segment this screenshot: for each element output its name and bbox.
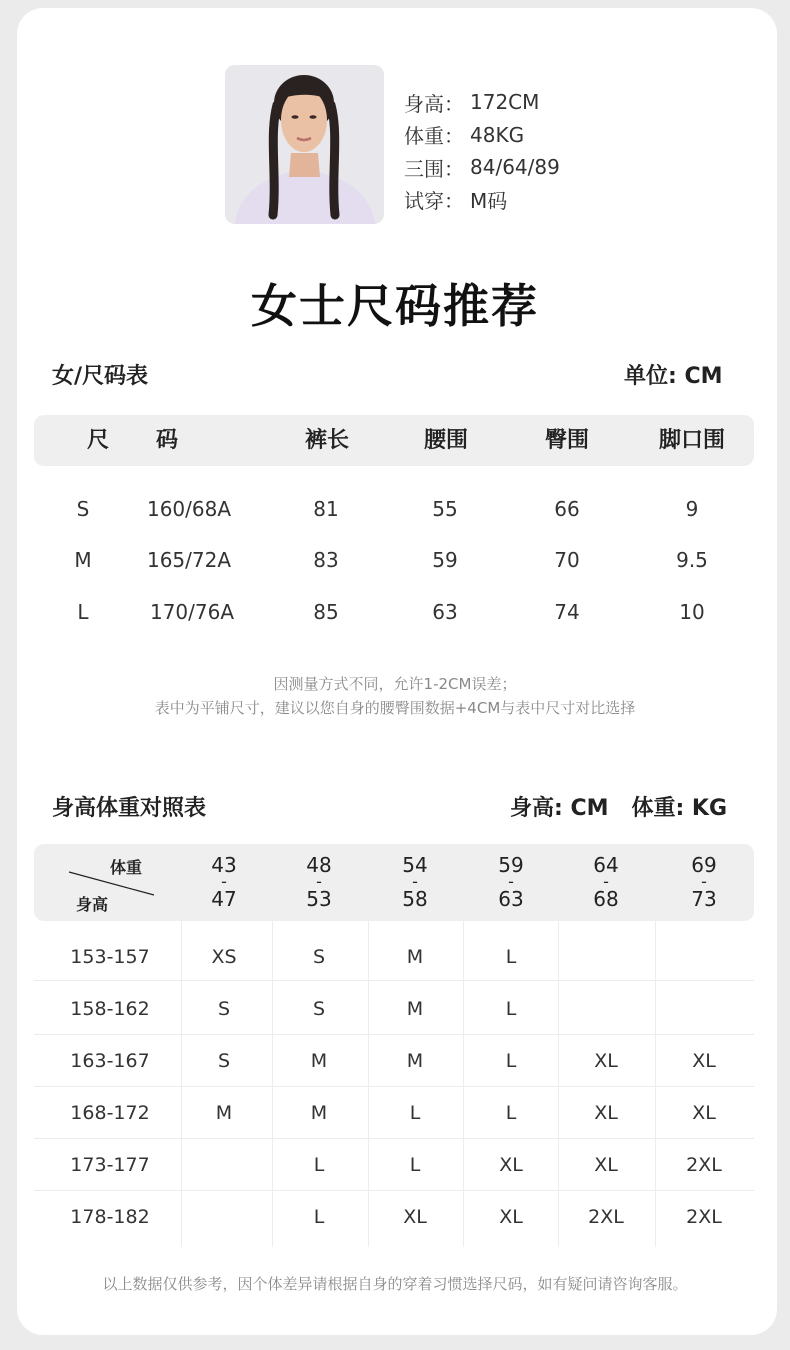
hw-table-label: 身高体重对照表 bbox=[52, 796, 207, 821]
hw-col-divider bbox=[181, 921, 182, 1247]
hw-size-cell: XL bbox=[403, 1206, 427, 1228]
weight-col-sep: - bbox=[316, 872, 322, 891]
model-tried-size-row bbox=[404, 184, 560, 217]
hw-col-divider bbox=[558, 921, 559, 1247]
weight-col-sep: - bbox=[603, 872, 609, 891]
size-cell: 160/68A bbox=[146, 497, 232, 521]
size-cell: 63 bbox=[432, 600, 458, 624]
model-measurements-row bbox=[404, 151, 560, 184]
size-cell: 59 bbox=[432, 548, 458, 572]
size-cell: S bbox=[76, 497, 90, 521]
size-cell: L bbox=[77, 600, 89, 624]
weight-col-bottom: 63 bbox=[498, 887, 524, 911]
size-cell: 170/76A bbox=[149, 600, 235, 624]
weight-col-top: 64 bbox=[593, 853, 619, 877]
hw-table-unit: 身高: CM 体重: KG bbox=[510, 796, 728, 821]
page-title: 女士尺码推荐 bbox=[251, 279, 539, 333]
model-weight-value: 48KG bbox=[470, 122, 525, 147]
weight-col-header bbox=[674, 844, 734, 921]
model-height-value: 172CM bbox=[470, 90, 540, 115]
hw-size-cell: L bbox=[409, 1154, 421, 1176]
hw-size-cell: 2XL bbox=[588, 1206, 624, 1228]
hw-size-cell: S bbox=[312, 946, 326, 968]
size-guide-card bbox=[17, 8, 777, 1335]
weight-col-bottom: 58 bbox=[402, 887, 428, 911]
hw-size-cell: M bbox=[406, 1050, 424, 1072]
hw-row-divider bbox=[34, 1138, 754, 1139]
size-cell: M bbox=[74, 548, 92, 572]
corner-diagonal-divider bbox=[68, 870, 158, 898]
hw-size-cell: L bbox=[409, 1102, 421, 1124]
weight-col-sep: - bbox=[701, 872, 707, 891]
hw-size-cell: L bbox=[505, 946, 517, 968]
hw-size-cell: M bbox=[406, 998, 424, 1020]
hw-row-divider bbox=[34, 1034, 754, 1035]
hw-size-cell: XS bbox=[211, 946, 237, 968]
height-range-label: 163-167 bbox=[70, 1050, 150, 1072]
hw-col-divider bbox=[463, 921, 464, 1247]
weight-col-sep: - bbox=[221, 872, 227, 891]
size-table-unit: 单位: CM bbox=[624, 364, 723, 389]
hw-size-cell: M bbox=[310, 1102, 328, 1124]
hw-size-cell: XL bbox=[594, 1102, 618, 1124]
size-cell: 70 bbox=[554, 548, 580, 572]
weight-col-header bbox=[576, 844, 636, 921]
weight-col-top: 69 bbox=[691, 853, 717, 877]
hw-size-cell: XL bbox=[499, 1154, 523, 1176]
weight-col-bottom: 47 bbox=[211, 887, 237, 911]
model-photo-illustration bbox=[225, 65, 384, 224]
hw-row-divider bbox=[34, 980, 754, 981]
weight-col-bottom: 53 bbox=[306, 887, 332, 911]
height-range-label: 158-162 bbox=[70, 998, 150, 1020]
size-cell: 74 bbox=[554, 600, 580, 624]
hw-size-cell: 2XL bbox=[686, 1206, 722, 1228]
measurement-note-2: 表中为平铺尺寸，建议以您自身的腰臀围数据+4CM与表中尺寸对比选择 bbox=[154, 699, 636, 717]
model-weight-label: 体重： bbox=[404, 124, 464, 149]
model-measurements-value: 84/64/89 bbox=[470, 155, 560, 180]
weight-col-top: 54 bbox=[402, 853, 428, 877]
hw-row-divider bbox=[34, 1190, 754, 1191]
corner-weight-label: 体重 bbox=[110, 858, 143, 877]
hw-size-cell: XL bbox=[594, 1050, 618, 1072]
hw-col-divider bbox=[272, 921, 273, 1247]
height-range-label: 178-182 bbox=[70, 1206, 150, 1228]
model-measurements-label: 三围： bbox=[404, 156, 464, 181]
model-tried-size-value: M码 bbox=[470, 189, 508, 214]
size-cell: 9 bbox=[685, 497, 699, 521]
weight-col-header bbox=[385, 844, 445, 921]
model-height-row bbox=[404, 86, 560, 119]
size-table-header bbox=[34, 415, 754, 466]
weight-col-header bbox=[194, 844, 254, 921]
corner-height-label: 身高 bbox=[76, 895, 109, 914]
hw-size-cell: L bbox=[313, 1206, 325, 1228]
hw-size-cell: XL bbox=[692, 1102, 716, 1124]
hw-col-divider bbox=[655, 921, 656, 1247]
hw-size-cell: M bbox=[406, 946, 424, 968]
weight-col-sep: - bbox=[412, 872, 418, 891]
weight-col-sep: - bbox=[508, 872, 514, 891]
hw-size-cell: S bbox=[312, 998, 326, 1020]
size-header-length: 裤长 bbox=[304, 428, 350, 453]
size-cell: 9.5 bbox=[676, 548, 708, 572]
size-cell: 81 bbox=[313, 497, 339, 521]
weight-col-bottom: 68 bbox=[593, 887, 619, 911]
hw-col-divider bbox=[368, 921, 369, 1247]
size-cell: 55 bbox=[432, 497, 458, 521]
size-cell: 10 bbox=[679, 600, 705, 624]
hw-size-cell: 2XL bbox=[686, 1154, 722, 1176]
size-header-ma: 码 bbox=[155, 428, 179, 453]
hw-size-cell: S bbox=[217, 1050, 231, 1072]
size-header-chi: 尺 bbox=[86, 428, 110, 453]
height-range-label: 168-172 bbox=[70, 1102, 150, 1124]
weight-col-top: 48 bbox=[306, 853, 332, 877]
size-header-waist: 腰围 bbox=[423, 428, 469, 453]
model-photo bbox=[225, 65, 384, 224]
size-header-hip: 臀围 bbox=[544, 428, 590, 453]
height-range-label: 153-157 bbox=[70, 946, 150, 968]
weight-col-top: 43 bbox=[211, 853, 237, 877]
hw-size-cell: XL bbox=[692, 1050, 716, 1072]
hw-size-cell: XL bbox=[594, 1154, 618, 1176]
model-height-label: 身高： bbox=[404, 91, 464, 116]
hw-size-cell: S bbox=[217, 998, 231, 1020]
hw-size-cell: L bbox=[313, 1154, 325, 1176]
weight-col-header bbox=[289, 844, 349, 921]
size-table-label: 女/尺码表 bbox=[52, 364, 149, 389]
size-header-hem: 脚口围 bbox=[658, 428, 726, 453]
model-weight-row bbox=[404, 119, 560, 152]
weight-col-bottom: 73 bbox=[691, 887, 717, 911]
hw-size-cell: L bbox=[505, 998, 517, 1020]
size-cell: 165/72A bbox=[146, 548, 232, 572]
measurement-note-1: 因测量方式不同，允许1-2CM误差； bbox=[273, 675, 517, 693]
hw-size-cell: XL bbox=[499, 1206, 523, 1228]
hw-row-divider bbox=[34, 1086, 754, 1087]
hw-size-cell: M bbox=[310, 1050, 328, 1072]
model-info bbox=[404, 86, 560, 216]
model-tried-size-label: 试穿： bbox=[404, 189, 464, 214]
weight-col-header bbox=[481, 844, 541, 921]
hw-size-cell: M bbox=[215, 1102, 233, 1124]
size-cell: 83 bbox=[313, 548, 339, 572]
size-cell: 85 bbox=[313, 600, 339, 624]
footer-disclaimer: 以上数据仅供参考，因个体差异请根据自身的穿着习惯选择尺码，如有疑问请咨询客服。 bbox=[102, 1275, 688, 1293]
height-range-label: 173-177 bbox=[70, 1154, 150, 1176]
hw-size-cell: L bbox=[505, 1102, 517, 1124]
hw-size-cell: L bbox=[505, 1050, 517, 1072]
size-cell: 66 bbox=[554, 497, 580, 521]
weight-col-top: 59 bbox=[498, 853, 524, 877]
